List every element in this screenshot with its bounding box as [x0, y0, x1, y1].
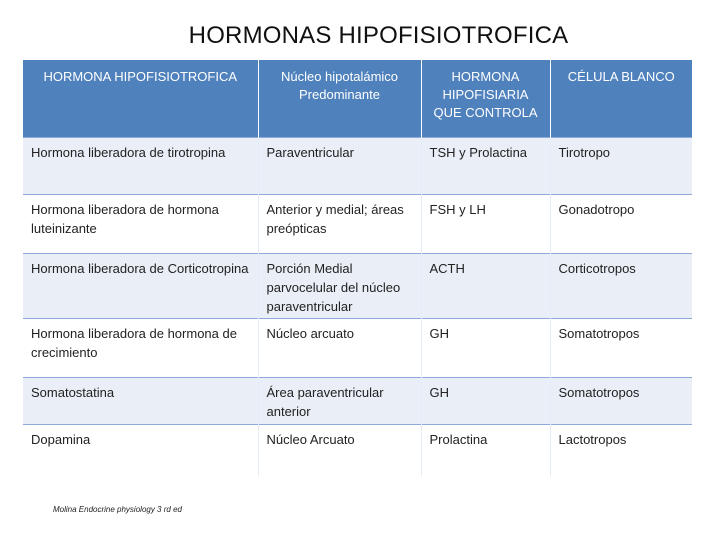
- table-row: [23, 253, 692, 318]
- cell-hormona: Dopamina: [23, 424, 258, 476]
- cell-hipofisaria: ACTH: [421, 253, 550, 318]
- header-row: [23, 60, 692, 137]
- cell-hipofisaria: GH: [421, 318, 550, 377]
- hormone-table: [23, 60, 692, 476]
- cell-nucleo: Área paraventricular anterior: [258, 377, 421, 424]
- cell-hipofisaria: FSH y LH: [421, 194, 550, 253]
- cell-celula: Corticotropos: [550, 253, 692, 318]
- cell-hormona: Hormona liberadora de tirotropina: [23, 137, 258, 194]
- header-nucleo: Núcleo hipotalámico Predominante: [258, 60, 421, 137]
- table-row: [23, 318, 692, 377]
- cell-nucleo: Núcleo arcuato: [258, 318, 421, 377]
- cell-celula: Gonadotropo: [550, 194, 692, 253]
- cell-nucleo: Núcleo Arcuato: [258, 424, 421, 476]
- table-row: [23, 377, 692, 424]
- header-hormona: HORMONA HIPOFISIOTROFICA: [23, 60, 258, 137]
- cell-hormona: Hormona liberadora de Corticotropina: [23, 253, 258, 318]
- table-row: [23, 424, 692, 476]
- page-title: HORMONAS HIPOFISIOTROFICA: [188, 22, 569, 49]
- cell-hipofisaria: Prolactina: [421, 424, 550, 476]
- cell-hormona: Hormona liberadora de hormona luteinizante: [23, 194, 258, 253]
- header-celula: CÉLULA BLANCO: [550, 60, 692, 137]
- cell-hipofisaria: GH: [421, 377, 550, 424]
- table-row: [23, 137, 692, 194]
- footnote-citation: Molina Endocrine physiology 3 rd ed: [53, 505, 182, 514]
- header-hipofisaria: HORMONA HIPOFISIARIA QUE CONTROLA: [421, 60, 550, 137]
- cell-nucleo: Anterior y medial; áreas preópticas: [258, 194, 421, 253]
- cell-celula: Tirotropo: [550, 137, 692, 194]
- cell-nucleo: Porción Medial parvocelular del núcleo paraventricular: [258, 253, 421, 318]
- cell-hormona: Somatostatina: [23, 377, 258, 424]
- cell-hormona: Hormona liberadora de hormona de crecimiento: [23, 318, 258, 377]
- cell-celula: Somatotropos: [550, 377, 692, 424]
- cell-hipofisaria: TSH y Prolactina: [421, 137, 550, 194]
- cell-celula: Lactotropos: [550, 424, 692, 476]
- cell-nucleo: Paraventricular: [258, 137, 421, 194]
- table-row: [23, 194, 692, 253]
- cell-celula: Somatotropos: [550, 318, 692, 377]
